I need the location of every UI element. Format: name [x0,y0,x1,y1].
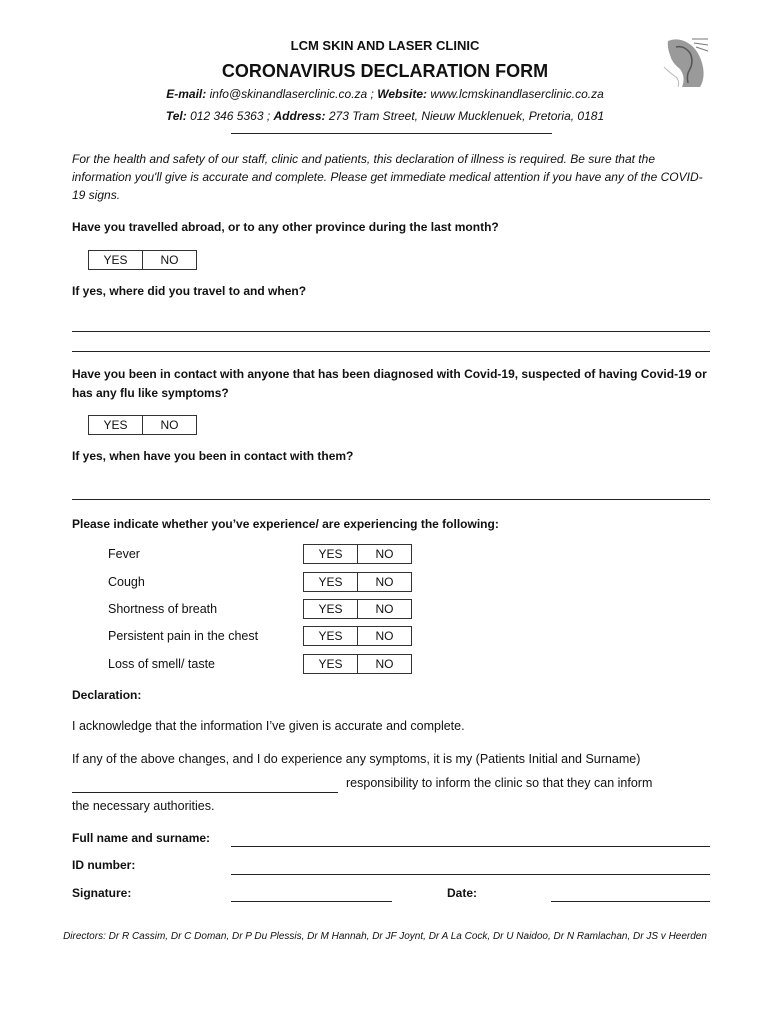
symptom-breath-yes-no [303,599,412,619]
symptom-label-fever: Fever [108,547,140,561]
declaration-line-3: responsibility to inform the clinic so that they can inform [346,776,653,790]
question-contact: Have you been in contact with anyone that has been diagnosed with Covid-19, suspected of having Covid-19 or has any flu like symptoms? [72,367,707,400]
symptom-label-chest-pain: Persistent pain in the chest [108,629,259,643]
fever-no-option[interactable]: NO [357,545,411,563]
tel-value: 012 346 5363 ; [190,109,271,123]
declaration-line-1: I acknowledge that the information I’ve given is accurate and complete. [72,719,465,733]
cough-no-option[interactable]: NO [357,573,411,591]
address-value: 273 Tram Street, Nieuw Mucklenuek, Pretoria, 0181 [328,109,605,123]
symptom-fever-yes-no [303,544,412,564]
declaration-line-4: the necessary authorities. [72,799,215,813]
directors-footer: Directors: Dr R Cassim, Dr C Doman, Dr P Du Plessis, Dr M Hannah, Dr JF Joynt, Dr A La Cock, Dr U Naidoo, Dr N Ramlachan, Dr JS v Heerden [63,931,707,942]
tel-label: Tel: [165,109,187,123]
travel-answer-line-1[interactable] [72,331,710,332]
symptom-label-loss-of-smell: Loss of smell/ taste [108,657,215,671]
symptom-smell-yes-no [303,654,412,674]
symptom-label-cough: Cough [108,575,145,589]
id-number-field[interactable] [231,874,710,875]
symptom-label-shortness-of-breath: Shortness of breath [108,602,218,616]
clinic-name: LCM SKIN AND LASER CLINIC [290,38,480,53]
signature-label: Signature: [72,886,132,900]
travel-no-option[interactable]: NO [142,251,196,269]
clinic-logo-icon [662,37,708,87]
contact-yes-no [88,415,197,435]
header-divider [231,133,552,134]
contact-line-tel [0,109,770,123]
address-label: Address: [273,109,326,123]
breath-yes-option[interactable]: YES [318,602,343,616]
intro-paragraph: For the health and safety of our staff, clinic and patients, this declaration of illness is required. Be sure that the information you'll give is accurate and complete. Please get immediate medical attention if you have any of the COVID-19 signs. [72,152,703,202]
declaration-line-2: If any of the above changes, and I do experience any symptoms, it is my (Patients Initial and Surname) [72,752,641,766]
website-value: www.lcmskinandlaserclinic.co.za [430,87,604,101]
contact-no-option[interactable]: NO [142,416,196,434]
symptoms-heading: Please indicate whether you’ve experience/ are experiencing the following: [72,517,499,531]
fever-yes-option[interactable]: YES [318,547,343,561]
smell-yes-option[interactable]: YES [318,657,343,671]
full-name-label: Full name and surname: [72,831,211,845]
contact-followup-label: If yes, when have you been in contact with them? [72,449,354,463]
symptom-chest-yes-no [303,626,412,646]
email-label: E-mail: [166,87,207,101]
declaration-heading: Declaration: [72,688,142,702]
full-name-field[interactable] [231,846,710,847]
breath-no-option[interactable]: NO [357,600,411,618]
travel-followup-label: If yes, where did you travel to and when? [72,284,307,298]
travel-yes-option[interactable]: YES [103,253,128,267]
travel-yes-no [88,250,197,270]
symptom-cough-yes-no [303,572,412,592]
contact-answer-line[interactable] [72,499,710,500]
id-number-label: ID number: [72,858,136,872]
question-travel: Have you travelled abroad, or to any other province during the last month? [72,220,499,234]
travel-answer-line-2[interactable] [72,351,710,352]
email-value: info@skinandlaserclinic.co.za ; [209,87,374,101]
date-field[interactable] [551,901,710,902]
signature-field[interactable] [231,901,392,902]
smell-no-option[interactable]: NO [357,655,411,673]
patient-initials-line[interactable] [72,792,338,793]
contact-line-email [0,87,770,101]
page-title: CORONAVIRUS DECLARATION FORM [221,61,549,81]
date-label: Date: [447,886,478,900]
website-label: Website: [377,87,428,101]
contact-yes-option[interactable]: YES [103,418,128,432]
cough-yes-option[interactable]: YES [318,575,343,589]
chest-yes-option[interactable]: YES [318,629,343,643]
chest-no-option[interactable]: NO [357,627,411,645]
